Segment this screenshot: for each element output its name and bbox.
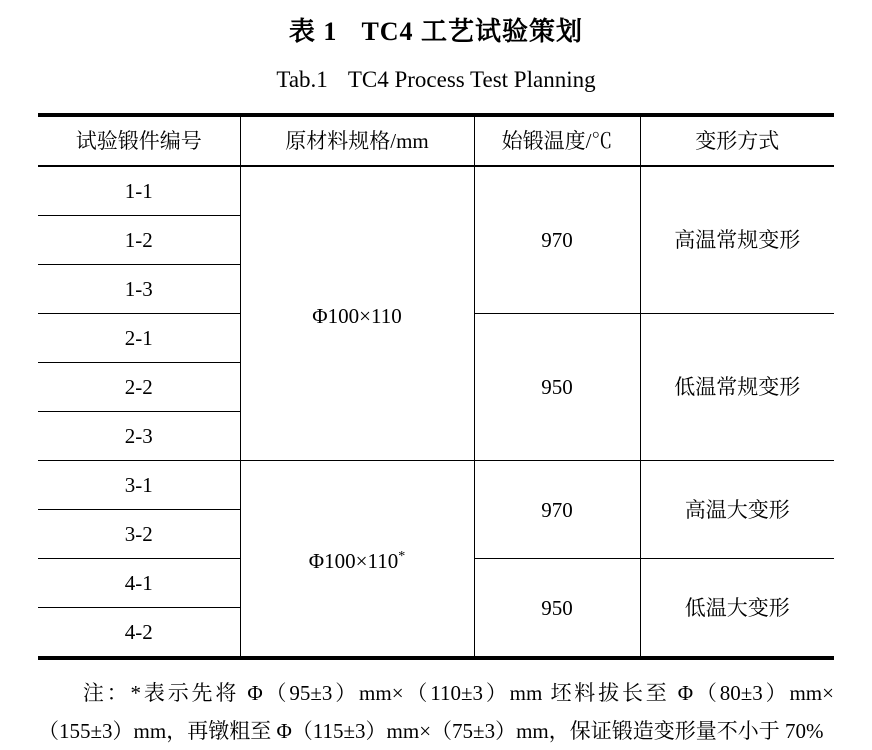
- table-header-row: [38, 115, 834, 166]
- cell-deformation-mode: 低温常规变形: [640, 314, 834, 461]
- cell-forging-id: 1-3: [38, 265, 240, 314]
- cell-forging-id: 3-2: [38, 510, 240, 559]
- table-number-en: Tab.1: [276, 67, 328, 92]
- header-cell-material-spec: 原材料规格/mm: [240, 115, 474, 166]
- document-page: [0, 14, 872, 741]
- table-title-cn-text: TC4 工艺试验策划: [361, 17, 584, 46]
- cell-forging-id: 3-1: [38, 461, 240, 510]
- cell-start-temp: 950: [474, 314, 640, 461]
- header-cell-start-temp: 始锻温度/℃: [474, 115, 640, 166]
- cell-start-temp: 970: [474, 166, 640, 314]
- cell-forging-id: 4-2: [38, 608, 240, 659]
- table-title-chinese: [38, 14, 834, 50]
- table-row: [38, 461, 834, 510]
- cell-deformation-mode: 高温大变形: [640, 461, 834, 559]
- cell-forging-id: 1-1: [38, 166, 240, 216]
- table-footnote-text: 注：*表示先将 Φ（95±3）mm×（110±3）mm 坯料拔长至 Φ（80±3）mm×（155±3）mm，再镦粗至 Φ（115±3）mm×（75±3）mm，保证锻造变形量不小于 70%: [38, 681, 834, 743]
- process-test-planning-table: [38, 113, 834, 660]
- cell-forging-id: 4-1: [38, 559, 240, 608]
- cell-forging-id: 2-2: [38, 363, 240, 412]
- cell-forging-id: 1-2: [38, 216, 240, 265]
- cell-material-spec: Φ100×110: [240, 166, 474, 461]
- cell-deformation-mode: 低温大变形: [640, 559, 834, 659]
- header-cell-forging-id: 试验锻件编号: [38, 115, 240, 166]
- cell-material-spec: Φ100×110*: [240, 461, 474, 659]
- table-footnote: [38, 674, 834, 750]
- header-cell-deformation-mode: 变形方式: [640, 115, 834, 166]
- cell-start-temp: 950: [474, 559, 640, 659]
- cell-deformation-mode: 高温常规变形: [640, 166, 834, 314]
- cell-forging-id: 2-3: [38, 412, 240, 461]
- table-title-en-text: TC4 Process Test Planning: [347, 67, 596, 92]
- table-number-cn: 表 1: [288, 17, 338, 46]
- cell-forging-id: 2-1: [38, 314, 240, 363]
- table-title-english: [38, 64, 834, 96]
- cell-start-temp: 970: [474, 461, 640, 559]
- table-row: [38, 166, 834, 216]
